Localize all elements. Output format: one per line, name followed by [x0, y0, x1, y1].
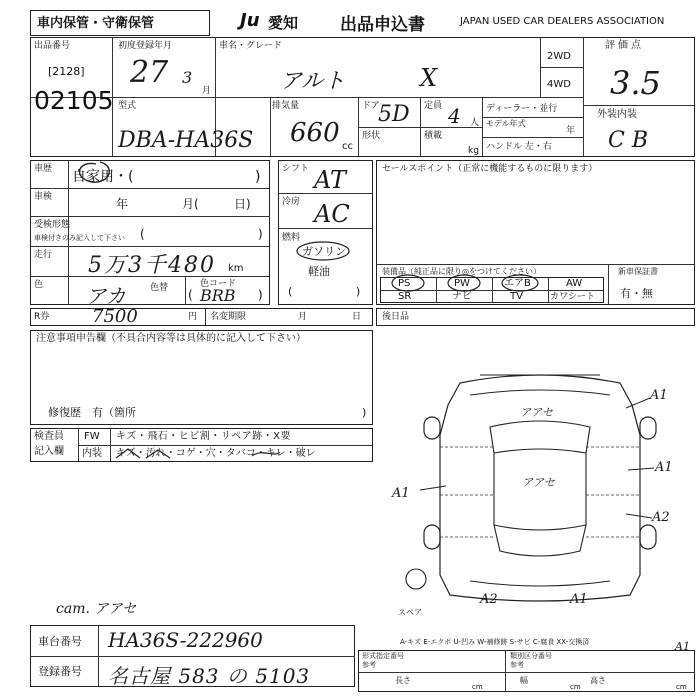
inspection-day: 日) [234, 197, 251, 211]
equipment-item: PS [398, 278, 411, 289]
aircon-value: AC [314, 200, 350, 228]
month-unit: 月 [202, 86, 212, 96]
shift-label: シフト [282, 164, 310, 174]
color-code-paren-close: ) [258, 288, 263, 302]
recycle-value: 7500 [92, 306, 138, 327]
width-label: 幅 [520, 676, 528, 685]
storage-title: 車内保管・守衛保管 [37, 16, 155, 31]
diagram-mark-extra: A1 [675, 640, 690, 653]
color-label: 色 [34, 280, 44, 290]
model-year-unit: 年 [566, 126, 576, 136]
notes-label: 注意事項申告欄（不具合内容等は具体的に記入して下さい） [36, 333, 306, 344]
plate-value: 名古屋 583 の 5103 [108, 664, 311, 688]
equipment-item: カワシート [550, 292, 596, 302]
diagram-pointer-lines [400, 390, 700, 590]
color-value: アカ [86, 284, 126, 308]
damage-legend: A-キズ E-エクボ U-凹み W-補修跡 S-サビ C-腐食 XX-交換済 [400, 638, 590, 646]
diagram-mark-left-mid: A1 [392, 486, 410, 501]
load-unit: kg [468, 146, 479, 156]
inspector-label-2: 記入欄 [34, 446, 64, 457]
scheduled-number-label: 形式指定番号 [362, 652, 404, 660]
car-name-label: 車名・グレード [219, 41, 283, 51]
storage-title-box [30, 10, 210, 36]
equipment-item: AW [566, 278, 583, 289]
insurance-label: 新車保証書 [618, 267, 658, 276]
equipment-item: エアB [504, 278, 531, 289]
model-year-label: モデル年式 [486, 119, 526, 128]
ref-label-1: 参考 [362, 661, 376, 669]
height-unit: cm [676, 683, 687, 691]
equipment-label: 装備品（純正品に限り◎をつけてください） [382, 267, 541, 276]
shift-value: AT [314, 166, 347, 194]
diagram-mark-roof: アアセ [520, 406, 553, 419]
recycle-unit: 円 [188, 312, 198, 322]
aircon-label: 冷房 [282, 197, 301, 207]
name-change-day: 日 [352, 312, 362, 322]
score-label: 評価点 [605, 40, 644, 51]
score-value: 3.5 [610, 64, 661, 102]
history-circle-mark [70, 156, 120, 186]
fw-label: FW [84, 431, 100, 442]
fw-text: キズ・飛石・ヒビ割・リペア跡・X要 [116, 431, 291, 442]
diagram-mark-rear-right: A1 [570, 592, 588, 607]
history-close: ) [255, 169, 261, 185]
form-title: 出品申込書 [340, 15, 425, 35]
spare-label: スペア [398, 608, 422, 617]
capacity-unit: 人 [470, 118, 480, 128]
load-label: 積載 [424, 131, 443, 141]
mileage-value: 5万3千480 [88, 253, 216, 278]
color-code-value: BRB [200, 286, 236, 305]
handwritten-note: cam. アアセ [56, 601, 137, 617]
capacity-label: 定員 [424, 101, 443, 111]
inspection-label: 車検 [34, 192, 53, 202]
equipment-item: PW [454, 278, 470, 289]
interior-text: キズ・汚れ・コゲ・穴・タバコ・キレ・破レ [116, 448, 316, 459]
sales-point-label: セールスポイント（正常に機能するものに限ります） [382, 164, 598, 174]
width-unit: cm [570, 683, 581, 691]
fuel-paren-close: ) [356, 285, 361, 298]
name-change-label: 名変期限 [210, 312, 247, 322]
diagram-mark-rear-left: A2 [480, 592, 498, 607]
recycle-label: R券 [34, 312, 50, 322]
doors-value: 5D [378, 102, 410, 127]
equipment-circle-marks [380, 273, 510, 293]
4wd-label: 4WD [547, 79, 571, 90]
insurance-value: 有・無 [620, 287, 653, 300]
equipment-item: SR [398, 291, 412, 302]
name-change-month: 月 [298, 312, 308, 322]
receive-label: 受検形態 [34, 220, 71, 230]
ju-logo: Ju [240, 10, 260, 31]
diagram-mark-right-front: A1 [650, 388, 668, 403]
repair-history: 修復歴 有（箇所 [48, 406, 136, 419]
displacement-label: 排気量 [272, 101, 300, 111]
displacement-value: 660 [290, 118, 340, 148]
registration-month: 3 [182, 68, 193, 87]
ext-int-value: C B [608, 128, 648, 153]
interior-label: 内装 [82, 448, 102, 459]
model-value: DBA-HA36S [118, 128, 254, 153]
registration-year: 27 [130, 55, 169, 90]
aichi-label: 愛知 [268, 14, 299, 32]
diagram-mark-right-rear: A2 [652, 510, 670, 525]
lot-number: 02105 [34, 86, 114, 115]
category-number-label: 類別区分番号 [510, 652, 552, 660]
equipment-item: ナビ [452, 291, 472, 302]
handle-label: ハンドル 左・右 [486, 142, 552, 152]
lot-label: 出品番号 [34, 41, 71, 51]
equipment-item: TV [510, 291, 523, 302]
chassis-value: HA36S-222960 [108, 628, 263, 652]
receive-paren-close: ) [258, 227, 263, 241]
car-grade: X [420, 64, 438, 92]
cc-unit: cc [342, 141, 353, 152]
ref-label-2: 参考 [510, 661, 524, 669]
chassis-label: 車台番号 [38, 635, 82, 648]
height-label: 高さ [590, 676, 606, 685]
fuel-diesel: 軽油 [308, 265, 330, 278]
length-label: 長さ [395, 676, 411, 685]
diagram-mark-right-mid: A1 [655, 460, 673, 475]
fuel-value: ガソリン [302, 245, 346, 258]
association-name: JAPAN USED CAR DEALERS ASSOCIATION [460, 16, 665, 27]
mileage-label: 走行 [34, 250, 53, 260]
color-code-label: 色コード [200, 279, 237, 289]
shape-label: 形状 [362, 131, 381, 141]
capacity-value: 4 [448, 104, 461, 128]
length-unit: cm [472, 683, 483, 691]
registration-label: 初度登録年月 [118, 41, 173, 51]
model-label: 型式 [118, 101, 137, 111]
receive-paren-open: ( [140, 227, 145, 241]
car-name: アルト [280, 69, 346, 94]
history-value: 自家用・( [72, 169, 134, 185]
recycle-row [30, 308, 373, 326]
2wd-label: 2WD [547, 51, 571, 62]
diagram-mark-rear-roof: アアセ [522, 476, 555, 489]
inspection-year: 年 [116, 197, 129, 211]
fuel-label: 燃料 [282, 233, 301, 243]
ext-int-label: 外装内装 [597, 109, 637, 120]
fuel-paren-open: ( [288, 285, 293, 298]
lot-code: [2128] [48, 65, 85, 78]
dealer-label: ディーラー・並行 [486, 104, 558, 114]
inspector-label-1: 検査員 [34, 431, 64, 442]
color-code-paren-open: ( [188, 288, 193, 302]
doors-label: ドア [362, 101, 380, 111]
rear-item-label: 後日品 [382, 312, 410, 322]
mileage-unit: km [228, 263, 244, 274]
inspection-month: 月( [182, 197, 199, 211]
interior-scribbles [112, 446, 282, 462]
receive-note: 車検付きのみ記入して下さい [34, 234, 125, 242]
plate-label: 登録番号 [38, 665, 82, 678]
history-label: 車歴 [34, 164, 53, 174]
color-change-label: 色替 [150, 283, 169, 293]
rear-item-row [376, 308, 695, 326]
fuel-circle-mark [296, 241, 350, 261]
